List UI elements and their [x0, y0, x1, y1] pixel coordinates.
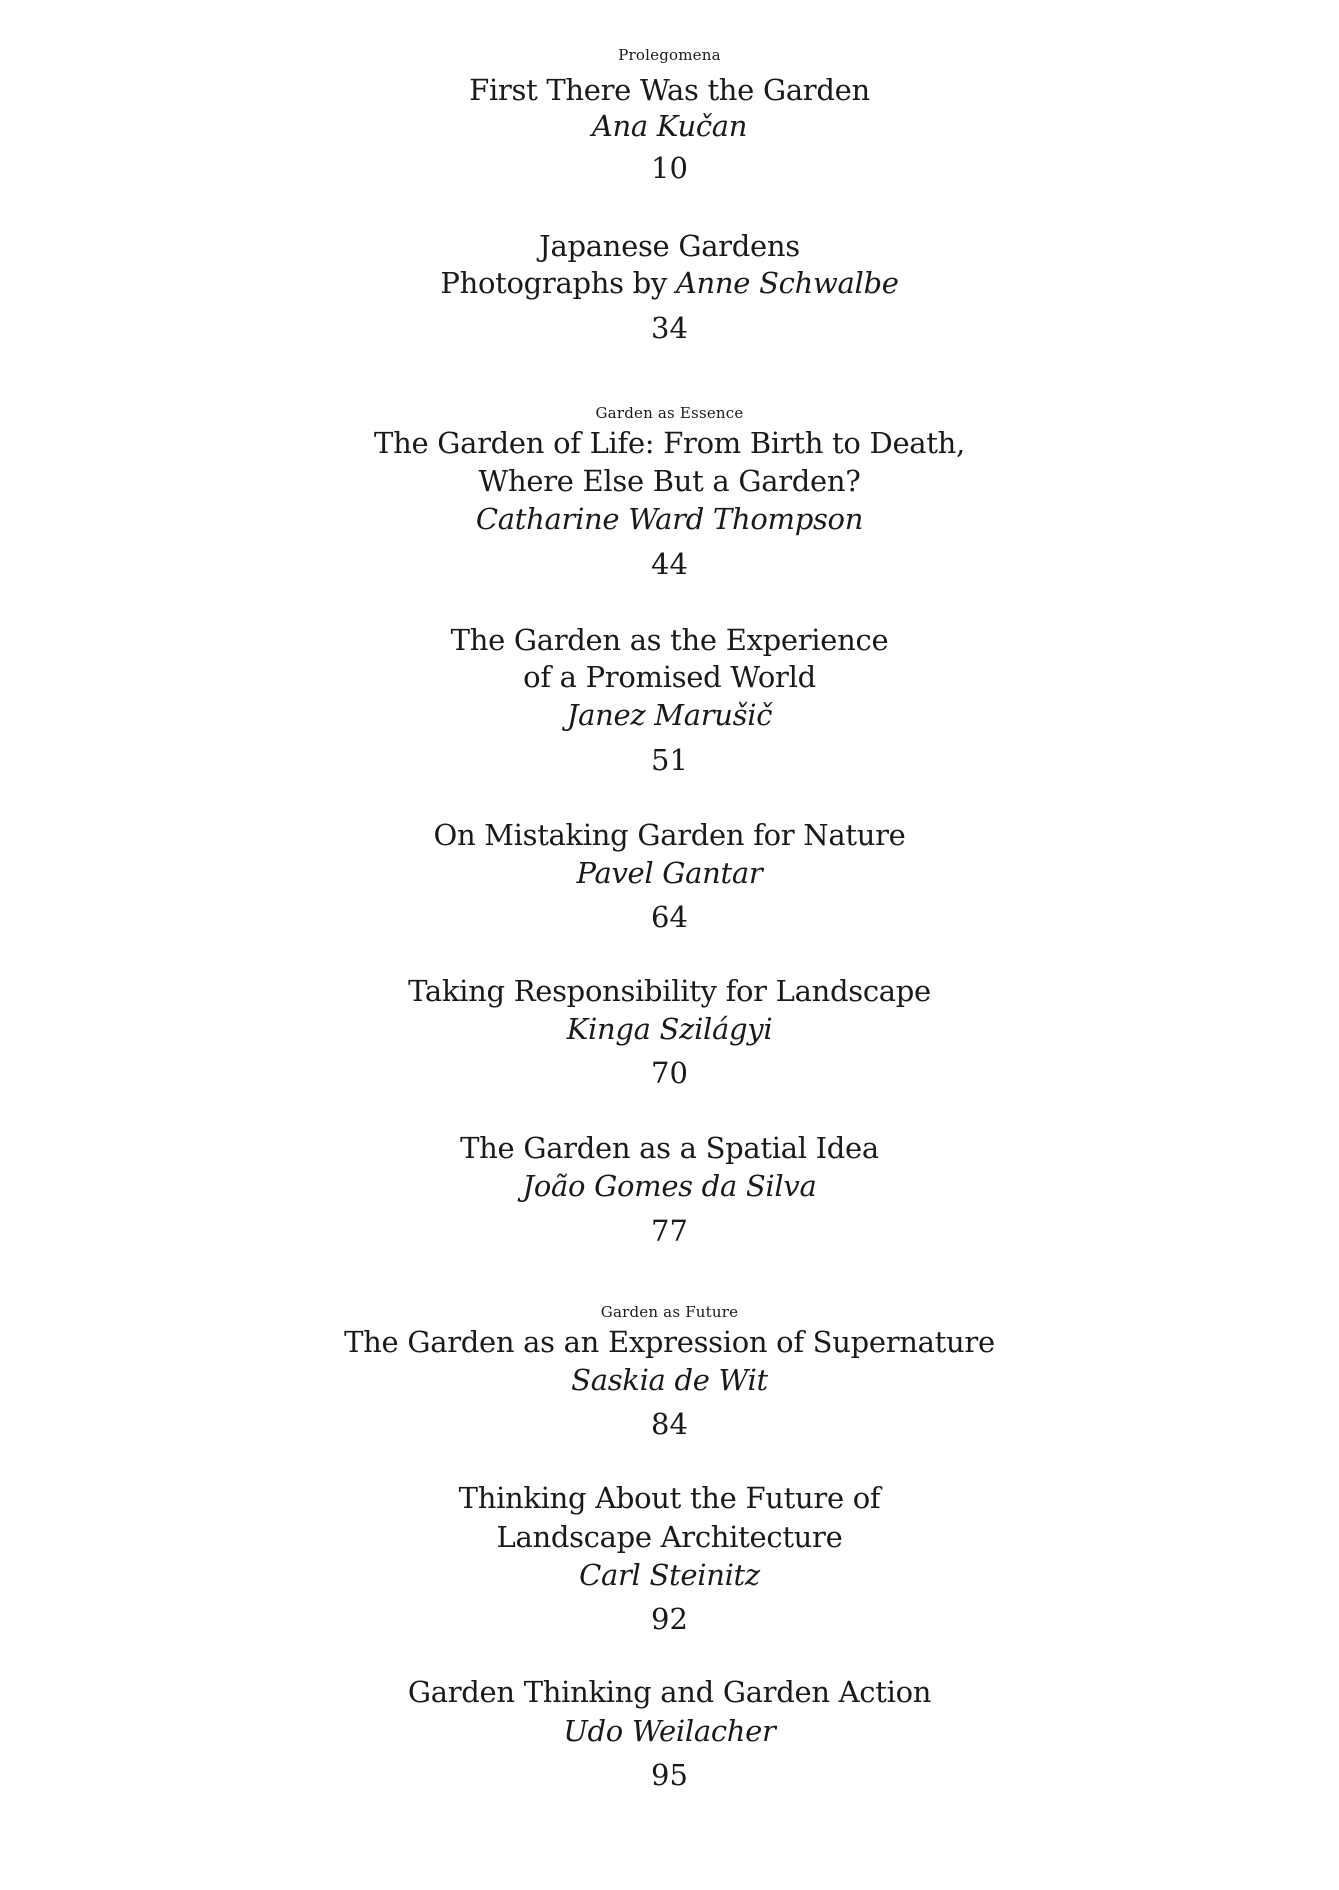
- entry-title: Garden Thinking and Garden Action: [407, 1675, 932, 1709]
- entry-title: Landscape Architecture: [496, 1520, 843, 1554]
- entry-page-number: 44: [651, 547, 688, 581]
- entry-page-number: 95: [651, 1758, 688, 1792]
- entry-title: Taking Responsibility for Landscape: [408, 974, 931, 1008]
- entry-author: Catharine Ward Thompson: [475, 502, 864, 536]
- entry-page-number: 10: [651, 151, 688, 185]
- entry-author: Carl Steinitz: [579, 1558, 760, 1592]
- entry-author: Anne Schwalbe: [675, 266, 899, 300]
- entry-title: The Garden as the Experience: [450, 623, 889, 657]
- section-heading-essence: Garden as Essence: [595, 404, 744, 422]
- entry-title: On Mistaking Garden for Nature: [433, 818, 906, 852]
- entry-page-number: 34: [651, 311, 688, 345]
- entry-page-number: 84: [651, 1407, 688, 1441]
- entry-title: The Garden as a Spatial Idea: [460, 1131, 879, 1165]
- entry-title: Where Else But a Garden?: [478, 464, 861, 498]
- entry-author: Ana Kučan: [591, 109, 748, 143]
- entry-title: First There Was the Garden: [469, 73, 870, 107]
- entry-title: The Garden as an Expression of Supernature: [344, 1325, 995, 1359]
- section-heading-future: Garden as Future: [600, 1303, 739, 1321]
- entry-author: Kinga Szilágyi: [566, 1012, 773, 1046]
- entry-title: of a Promised World: [523, 660, 816, 694]
- section-heading-prolegomena: Prolegomena: [618, 46, 721, 64]
- entry-page-number: 51: [651, 743, 688, 777]
- entry-title: Japanese Gardens: [539, 229, 800, 263]
- entry-title: Thinking About the Future of: [458, 1481, 881, 1515]
- entry-author: Saskia de Wit: [571, 1363, 768, 1397]
- entry-page-number: 92: [651, 1602, 688, 1636]
- byline-prefix: Photographs by: [440, 266, 667, 300]
- entry-author: João Gomes da Silva: [522, 1169, 817, 1203]
- entry-author: Pavel Gantar: [576, 856, 763, 890]
- entry-page-number: 70: [651, 1056, 688, 1090]
- entry-byline: [0, 265, 1339, 301]
- entry-title: The Garden of Life: From Birth to Death,: [374, 426, 965, 460]
- entry-page-number: 64: [651, 900, 688, 934]
- entry-author: Udo Weilacher: [563, 1714, 776, 1748]
- entry-page-number: 77: [651, 1214, 688, 1248]
- entry-author: Janez Marušič: [566, 698, 773, 732]
